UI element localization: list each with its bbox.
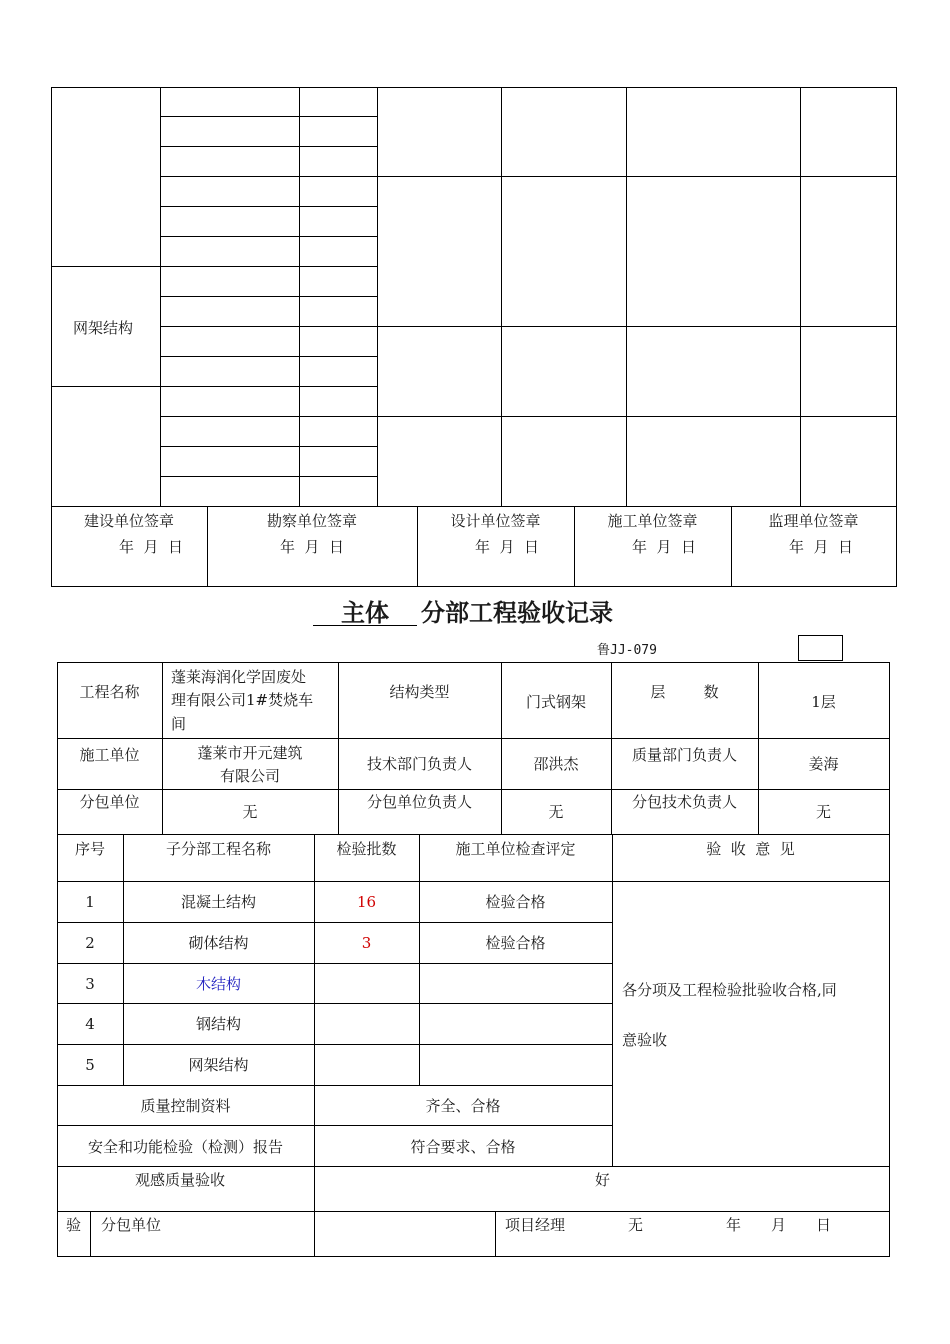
table-row-no: 2 [85,934,95,952]
project-name-label: 工程名称 [79,683,140,701]
survey-signature-date: 年 月 日 [279,538,345,556]
table-row-name: 木结构 [195,975,241,993]
structure-type-label: 结构类型 [389,683,450,701]
project-manager-label: 项目经理 [505,1216,566,1234]
date-day: 日 [816,1216,832,1234]
table-row-name: 砌体结构 [188,934,249,952]
quality-head-value: 姜海 [808,755,839,773]
project-name-value-line3: 间 [171,715,187,733]
quality-control-label: 质量控制资料 [140,1097,231,1115]
header-opinion: 验 收 意 见 [706,840,795,858]
title-prefix: 主体 [341,598,389,627]
table-row-no: 1 [85,893,95,911]
page-title: 分部工程验收记录 [421,598,613,627]
owner-signature-date: 年 月 日 [118,538,184,556]
owner-signature-label: 建设单位签章 [83,512,174,530]
form-number-box [798,635,843,661]
header-sub-name: 子分部工程名称 [165,840,271,858]
tech-head-value: 邵洪杰 [533,755,579,773]
table-row-name: 钢结构 [195,1015,241,1033]
design-signature-label: 设计单位签章 [450,512,541,530]
table-row-name: 混凝土结构 [180,893,256,911]
project-name-value-line2: 理有限公司1#焚烧车 [171,691,314,709]
table-row-no: 4 [85,1015,95,1033]
supervision-signature-label: 监理单位签章 [768,512,859,530]
quality-control-value: 齐全、合格 [425,1097,501,1115]
bottom-subcontractor-label: 分包单位 [101,1216,162,1234]
table-row-eval: 检验合格 [485,893,546,911]
construction-signature-label: 施工单位签章 [607,512,698,530]
header-batch-count: 检验批数 [336,840,397,858]
table-row-name: 网架结构 [188,1056,249,1074]
date-month: 月 [771,1216,787,1234]
sub-head-label: 分包单位负责人 [366,793,472,811]
structure-type-value: 门式钢架 [525,693,586,711]
acceptance-opinion-line1: 各分项及工程检验批验收合格,同 [622,981,837,999]
visual-quality-value: 好 [595,1171,611,1189]
form-code: 鲁JJ-079 [597,643,657,658]
contractor-label: 施工单位 [79,746,140,764]
acceptance-opinion-line2: 意验收 [622,1031,668,1049]
supervision-signature-date: 年 月 日 [788,538,854,556]
table-row-count: 16 [356,893,377,911]
subcontractor-value: 无 [242,803,258,821]
subcontractor-label: 分包单位 [79,793,140,811]
table-row-count: 3 [361,934,372,952]
tech-head-label: 技术部门负责人 [366,755,472,773]
sub-head-value: 无 [548,803,564,821]
table-row-no: 5 [85,1056,95,1074]
table-row-eval: 检验合格 [485,934,546,952]
survey-signature-label: 勘察单位签章 [266,512,357,530]
quality-head-label: 质量部门负责人 [631,746,737,764]
table-row-no: 3 [85,975,95,993]
project-manager-value: 无 [628,1216,644,1234]
title-prefix-underline [313,625,417,626]
floors-label: 层 数 [650,683,719,701]
row-label-net-frame: 网架结构 [73,319,134,337]
project-name-value-line1: 蓬莱海润化学固废处 [171,668,307,686]
floors-value: 1层 [811,693,836,711]
sub-tech-label: 分包技术负责人 [631,793,737,811]
acceptance-side-label: 验 [66,1216,82,1234]
contractor-value-line1: 蓬莱市开元建筑 [197,744,303,762]
design-signature-date: 年 月 日 [474,538,540,556]
date-year: 年 [726,1216,742,1234]
contractor-value-line2: 有限公司 [219,767,280,785]
safety-report-value: 符合要求、合格 [410,1138,516,1156]
header-evaluation: 施工单位检查评定 [455,840,576,858]
safety-report-label: 安全和功能检验（检测）报告 [87,1138,283,1156]
header-no: 序号 [74,840,105,858]
visual-quality-label: 观感质量验收 [135,1171,226,1189]
sub-tech-value: 无 [815,803,831,821]
construction-signature-date: 年 月 日 [631,538,697,556]
